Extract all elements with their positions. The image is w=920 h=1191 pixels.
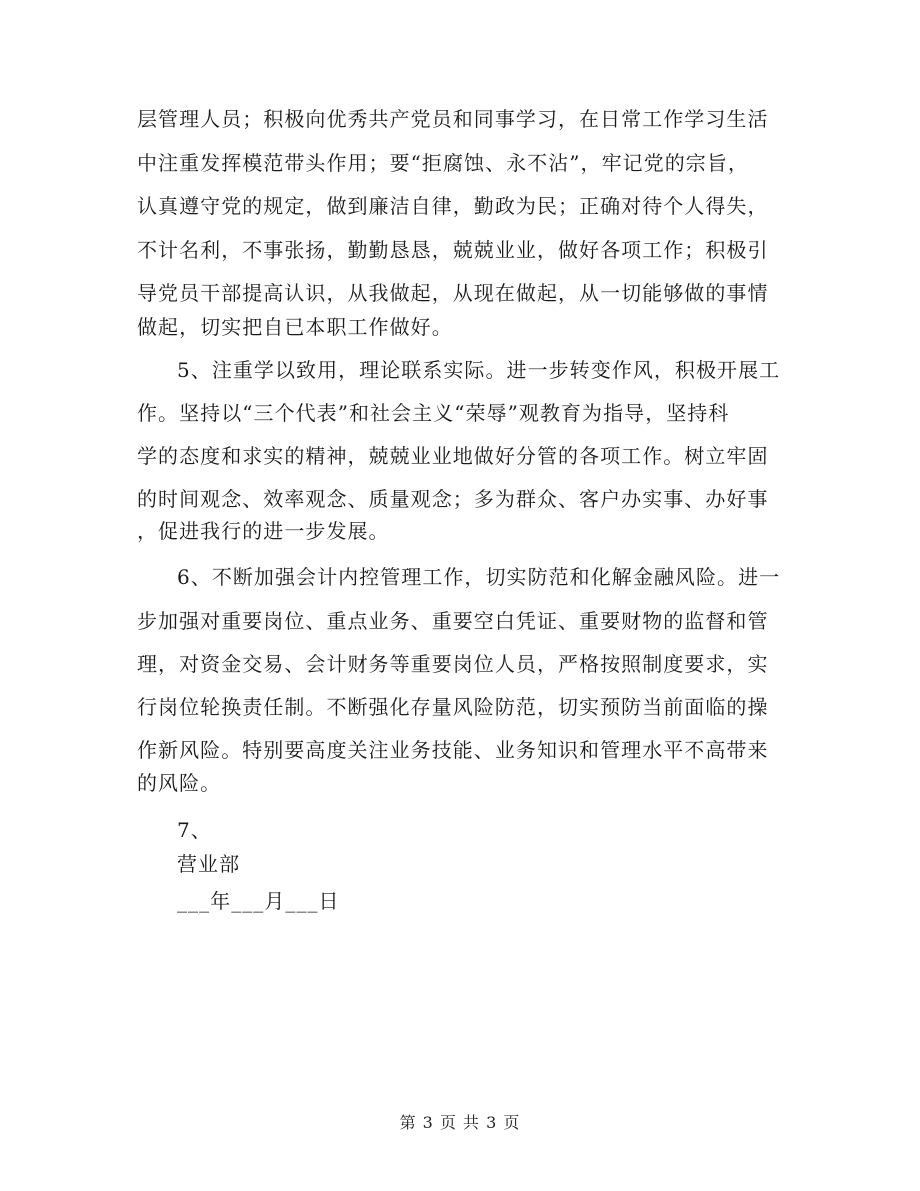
paragraph-5-line-5: ，促进我行的进一步发展。 bbox=[137, 519, 390, 543]
signature-date: ___年___月___日 bbox=[177, 889, 340, 913]
paragraph-4-line-5: 导党员干部提高认识，从我做起，从现在做起，从一切能够做的事情 bbox=[137, 281, 769, 305]
paragraph-5-line-4: 的时间观念、效率观念、质量观念；多为群众、客户办实事、办好事 bbox=[137, 487, 769, 511]
paragraph-6-line-2: 步加强对重要岗位、重点业务、重要空白凭证、重要财物的监督和管 bbox=[137, 609, 769, 633]
signature-department: 营业部 bbox=[177, 852, 241, 876]
paragraph-6-line-5: 作新风险。特别要高度关注业务技能、业务知识和管理水平不高带来 bbox=[137, 738, 769, 762]
paragraph-4-line-1: 层管理人员；积极向优秀共产党员和同事学习，在日常工作学习生活 bbox=[137, 107, 769, 131]
paragraph-6-line-4: 行岗位轮换责任制。不断强化存量风险防范，切实预防当前面临的操 bbox=[137, 695, 769, 719]
paragraph-4-line-2: 中注重发挥模范带头作用；要“拒腐蚀、永不沾”，牢记党的宗旨， bbox=[137, 151, 749, 175]
paragraph-5-line-3: 学的态度和求实的精神，兢兢业业地做好分管的各项工作。树立牢固 bbox=[137, 444, 769, 468]
paragraph-6-line-3: 理，对资金交易、会计财务等重要岗位人员，严格按照制度要求，实 bbox=[137, 652, 769, 676]
paragraph-4-line-4: 不计名利，不事张扬，勤勤恳恳，兢兢业业，做好各项工作；积极引 bbox=[137, 238, 769, 262]
page-number-footer: 第 3 页 共 3 页 bbox=[399, 1113, 521, 1132]
paragraph-7: 7、 bbox=[177, 818, 212, 842]
paragraph-5-line-2: 作。坚持以“三个代表”和社会主义“荣辱”观教育为指导，坚持科 bbox=[137, 401, 730, 425]
paragraph-6-line-6: 的风险。 bbox=[137, 771, 222, 795]
paragraph-4-line-6: 做起，切实把自已本职工作做好。 bbox=[137, 315, 453, 339]
paragraph-4-line-3: 认真遵守党的规定，做到廉洁自律，勤政为民；正确对待个人得失， bbox=[137, 194, 769, 218]
paragraph-6-line-1: 6、不断加强会计内控管理工作，切实防范和化解金融风险。进一 bbox=[177, 565, 781, 589]
paragraph-5-line-1: 5、注重学以致用，理论联系实际。进一步转变作风，积极开展工 bbox=[177, 358, 781, 382]
